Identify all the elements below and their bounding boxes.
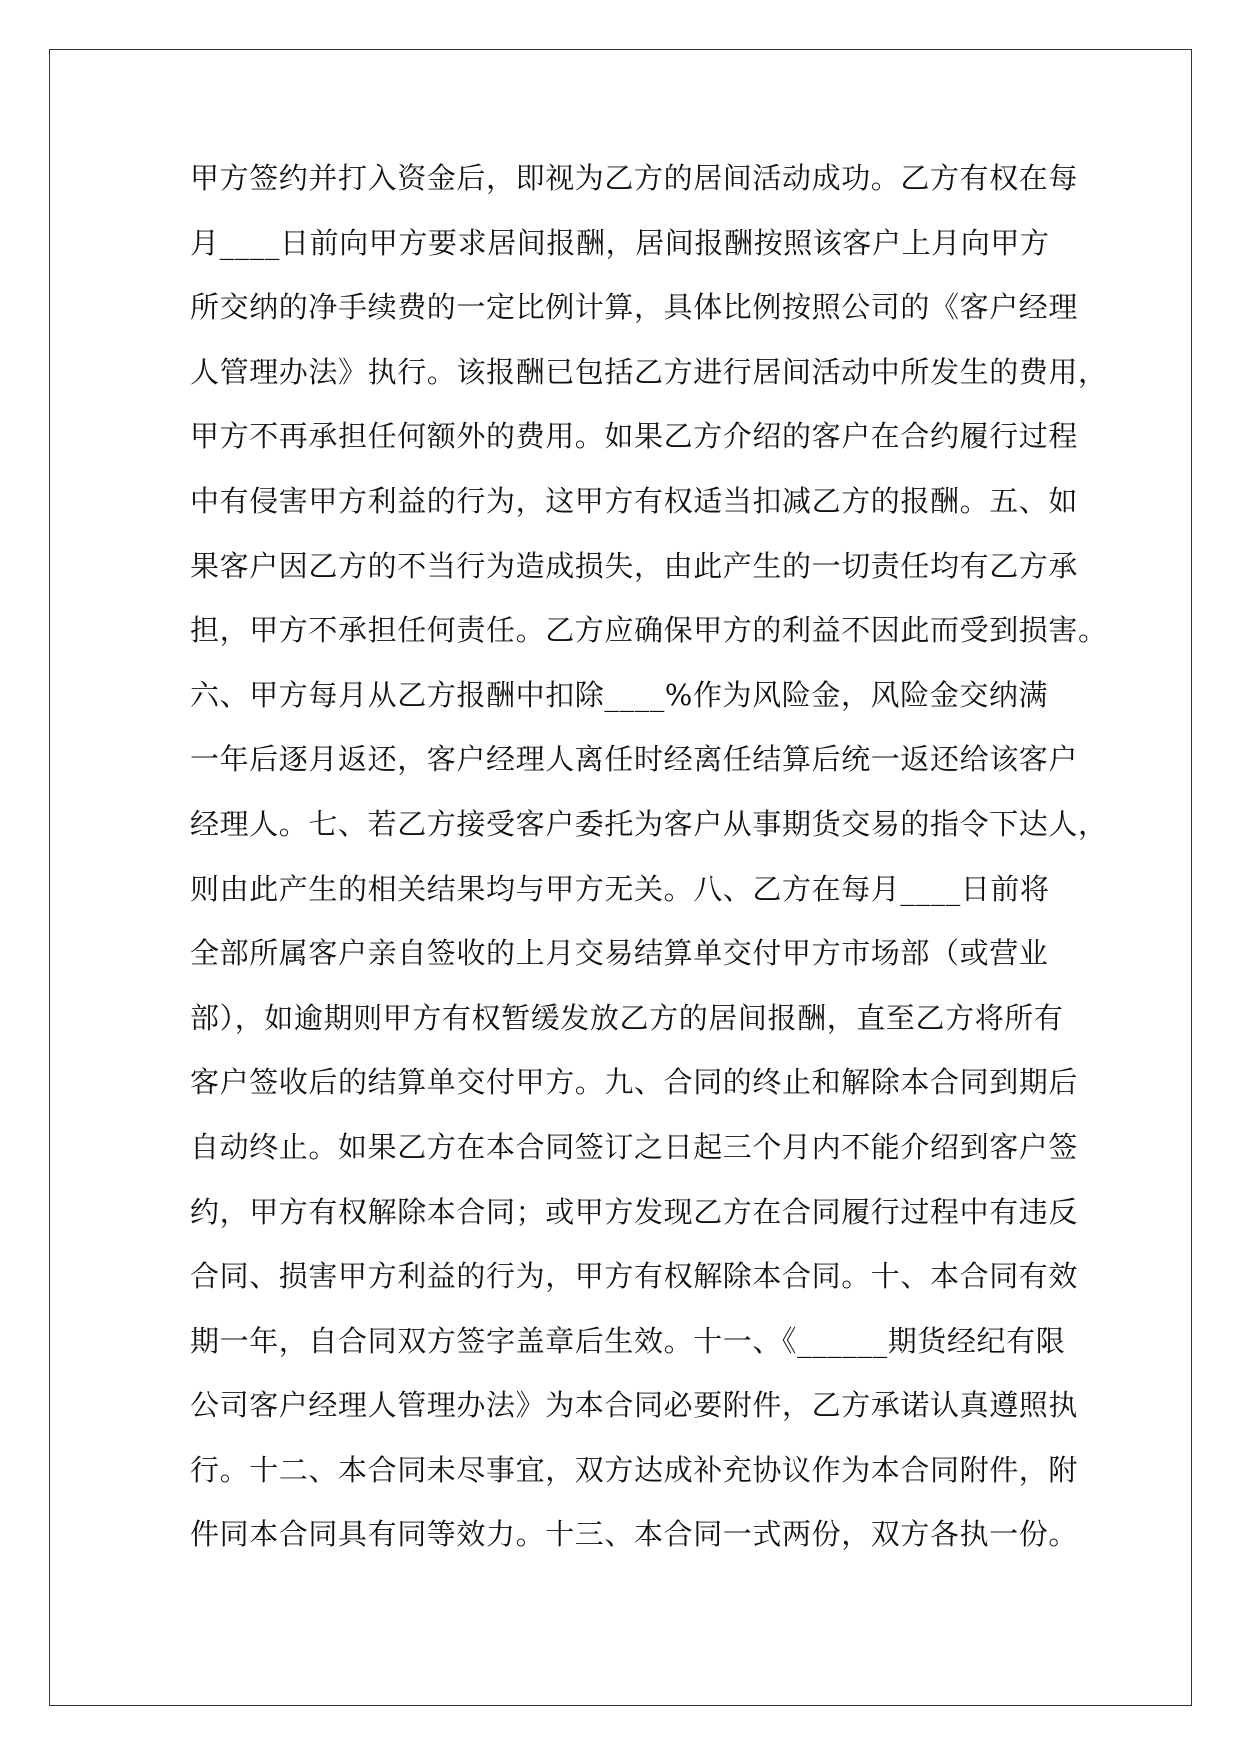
text-line: 所交纳的净手续费的一定比例计算，具体比例按照公司的《客户经理	[190, 290, 1079, 325]
contract-body-text	[190, 158, 1108, 1579]
text-line: 甲方不再承担任何额外的费用。如果乙方介绍的客户在合约履行过程	[190, 419, 1079, 454]
text-line: 公司客户经理人管理办法》为本合同必要附件，乙方承诺认真遵照执	[190, 1388, 1079, 1423]
text-line: 部），如逾期则甲方有权暂缓发放乙方的居间报酬，直至乙方将所有	[190, 1000, 1064, 1035]
text-line: 甲方签约并打入资金后，即视为乙方的居间活动成功。乙方有权在每	[190, 161, 1079, 195]
text-line: 一年后逐月返还，客户经理人离任时经离任结算后统一返还给该客户	[190, 742, 1079, 777]
text-line: 人管理办法》执行。该报酬已包括乙方进行居间活动中所发生的费用，	[190, 354, 1108, 389]
text-line: 件同本合同具有同等效力。十三、本合同一式两份，双方各执一份。	[190, 1517, 1079, 1552]
text-line: 中有侵害甲方利益的行为，这甲方有权适当扣减乙方的报酬。五、如	[190, 483, 1079, 518]
text-line: 六、甲方每月从乙方报酬中扣除____%作为风险金，风险金交纳满	[190, 677, 1049, 712]
text-line: 合同、损害甲方利益的行为，甲方有权解除本合同。十、本合同有效	[190, 1259, 1079, 1294]
text-line: 客户签收后的结算单交付甲方。九、合同的终止和解除本合同到期后	[190, 1065, 1079, 1100]
text-line: 经理人。七、若乙方接受客户委托为客户从事期货交易的指令下达人，	[190, 806, 1108, 841]
text-line: 约，甲方有权解除本合同；或甲方发现乙方在合同履行过程中有违反	[190, 1194, 1079, 1229]
text-line: 则由此产生的相关结果均与甲方无关。八、乙方在每月____日前将	[190, 871, 1050, 906]
text-line: 果客户因乙方的不当行为造成损失，由此产生的一切责任均有乙方承	[190, 548, 1079, 583]
text-line: 全部所属客户亲自签收的上月交易结算单交付甲方市场部（或营业	[190, 936, 1049, 971]
text-line: 月____日前向甲方要求居间报酬，居间报酬按照该客户上月向甲方	[190, 225, 1050, 260]
text-line: 期一年，自合同双方签字盖章后生效。十一、《______期货经纪有限	[190, 1323, 1066, 1358]
text-line: 自动终止。如果乙方在本合同签订之日起三个月内不能介绍到客户签	[190, 1129, 1079, 1164]
text-line: 行。十二、本合同未尽事宜，双方达成补充协议作为本合同附件，附	[190, 1452, 1079, 1487]
text-line: 担，甲方不承担任何责任。乙方应确保甲方的利益不因此而受到损害。	[190, 613, 1108, 648]
